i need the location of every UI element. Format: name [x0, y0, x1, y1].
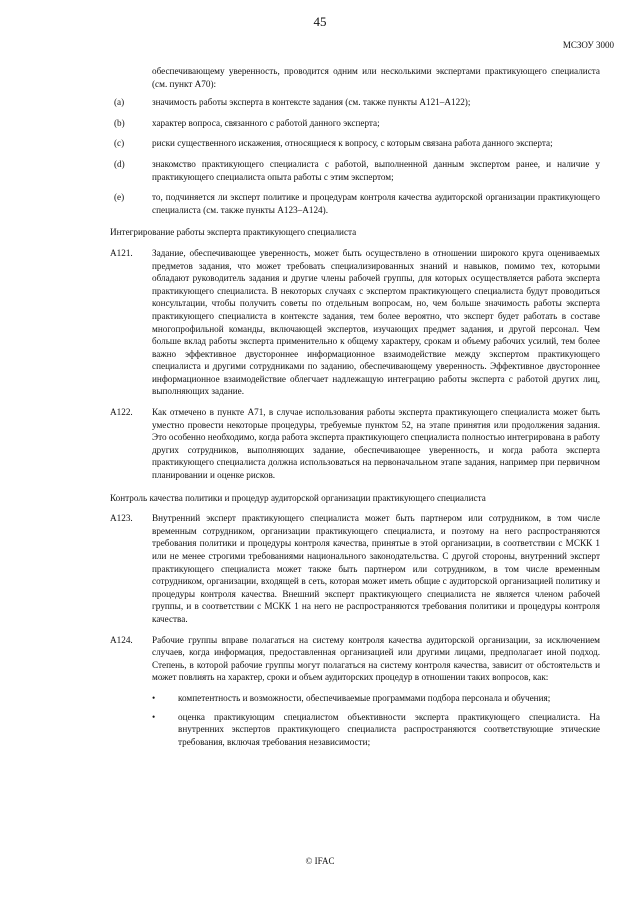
paragraph-number: A121. [110, 247, 133, 258]
list-text: то, подчиняется ли эксперт политике и процедурам контроля качества аудиторской организации практикующего специалиста (см. также пункты A123–A124). [152, 192, 600, 215]
list-label: (a) [114, 97, 125, 108]
paragraph-number: A123. [110, 513, 133, 524]
list-item-e [110, 191, 600, 216]
paragraph-text: Рабочие группы вправе полагаться на систему контроля качества аудиторской организации, за исключением случаев, когда информация, предоставленная организацией или другими лицами, предполагает иной подход. Степень, в которой рабочие группы могут полагаться на систему контроля качества, зависит от обстоятельств и может повлиять на характер, сроки и объем аудиторских процедур в отношении таких вопросов, как: [152, 634, 600, 683]
bullet-item [152, 711, 600, 749]
list-item-a [110, 96, 600, 109]
paragraph-number: A124. [110, 634, 133, 645]
bullet-text: оценка практикующим специалистом объективности эксперта практикующего специалиста. На внутренних экспертов практикующего специалиста распространяются соответствующие этические требования, включая требования независимости; [178, 711, 600, 747]
list-text: значимость работы эксперта в контексте задания (см. также пункты A121–A122); [152, 97, 471, 108]
document-code: МСЗОУ 3000 [562, 40, 614, 50]
paragraph-text: Внутренний эксперт практикующего специалиста может быть партнером или сотрудником, в том числе временным сотрудником, организации практикующего специалиста, и поэтому на него распространяются требования политики и процедуры контроля качества, принятые в этой организации, в соответствии с МСКК 1 или не менее строгими требованиями национального законодательства. С другой стороны, внутренний эксперт практикующего специалиста может также быть партнером или сотрудником, в том числе временным сотрудником, организации, входящей в сеть, которая может иметь общие с аудиторской организацией политику и процедуры контроля качества. Внешний эксперт практикующего специалиста не является членом рабочей группы, и в соответствии с МСКК 1 на него не распространяются требования политики и процедуры контроля качества. [152, 513, 600, 624]
bullet-text: компетентность и возможности, обеспечиваемые программами подбора персонала и обучения; [178, 692, 551, 703]
intro-text: обеспечивающему уверенность, проводится одним или несколькими экспертами практикующего специалиста (см. пункт A70): [152, 66, 600, 89]
list-text: характер вопроса, связанного с работой данного эксперта; [152, 117, 380, 128]
paragraph-a122 [110, 406, 600, 482]
paragraph-a121 [110, 247, 600, 398]
list-label: (d) [114, 158, 125, 169]
page-content [110, 65, 600, 754]
bullet-icon: • [152, 711, 156, 722]
list-label: (b) [114, 117, 125, 128]
paragraph-a124 [110, 634, 600, 684]
page-number: 45 [313, 14, 327, 29]
list-item-d [110, 158, 600, 183]
paragraph-text: Задание, обеспечивающее уверенность, может быть осуществлено в отношении широкого круга оцениваемых предметов задания, что может требовать специализированных знаний и навыков, помимо тех, которыми обладают руководитель задания и другие члены рабочей группы, для которых осуществляется работа эксперта практикующего специалиста. В некоторых случаях с экспертом практикующего специалиста будут проводиться консультации, чтобы получить советы по отдельным вопросам, но, чем больше значимость работы эксперта практикующего специалиста в контексте задания, тем более вероятно, что эксперт будет работать в составе многопрофильной команды, включающей экспертов, изучающих предмет задания, и другой персонал. Чем больше вклад работы эксперта применительно к общему характеру, срокам и объему рабочих усилий, тем более важно эффективное двустороннее информационное взаимодействие между экспертом практикующего специалиста и другими сотрудниками по заданию, обеспечивающему уверенность. Эффективное двустороннее информационное взаимодействие облегчает надлежащую интеграцию работы эксперта с работой других лиц, выполняющих задание. [152, 247, 600, 397]
bullet-icon: • [152, 692, 156, 703]
list-label: (c) [114, 138, 125, 149]
paragraph-number: A122. [110, 407, 133, 418]
section-heading-integration: Интегрирование работы эксперта практикующего специалиста [110, 227, 357, 238]
list-text: знакомство практикующего специалиста с работой, выполненной данным экспертом ранее, и наличие у практикующего специалиста опыта работы с этим экспертом; [152, 158, 600, 182]
section-heading-quality-control: Контроль качества политики и процедур аудиторской организации практикующего специалиста [110, 492, 486, 503]
paragraph-text: Как отмечено в пункте A71, в случае использования работы эксперта практикующего специалиста может быть уместно провести некоторые процедуры, требуемые пунктом 52, на этапе принятия или продолжения задания. Это особенно необходимо, когда работа эксперта практикующего специалиста полностью интегрирована в работу других сотрудников, выполняющих задание, обеспечивающее уверенность, и когда работа эксперта практикующего специалиста должна использоваться на первоначальном этапе задания, например при первичном планировании и оценке рисков. [152, 407, 600, 481]
footer-copyright: © IFAC [305, 856, 335, 866]
paragraph-a123 [110, 512, 600, 625]
list-item-b [110, 117, 600, 130]
list-label: (e) [114, 192, 125, 203]
list-item-c [110, 137, 600, 150]
bullet-item [152, 692, 600, 705]
list-text: риски существенного искажения, относящиеся к вопросу, с которым связана работа данного эксперта; [152, 138, 553, 149]
